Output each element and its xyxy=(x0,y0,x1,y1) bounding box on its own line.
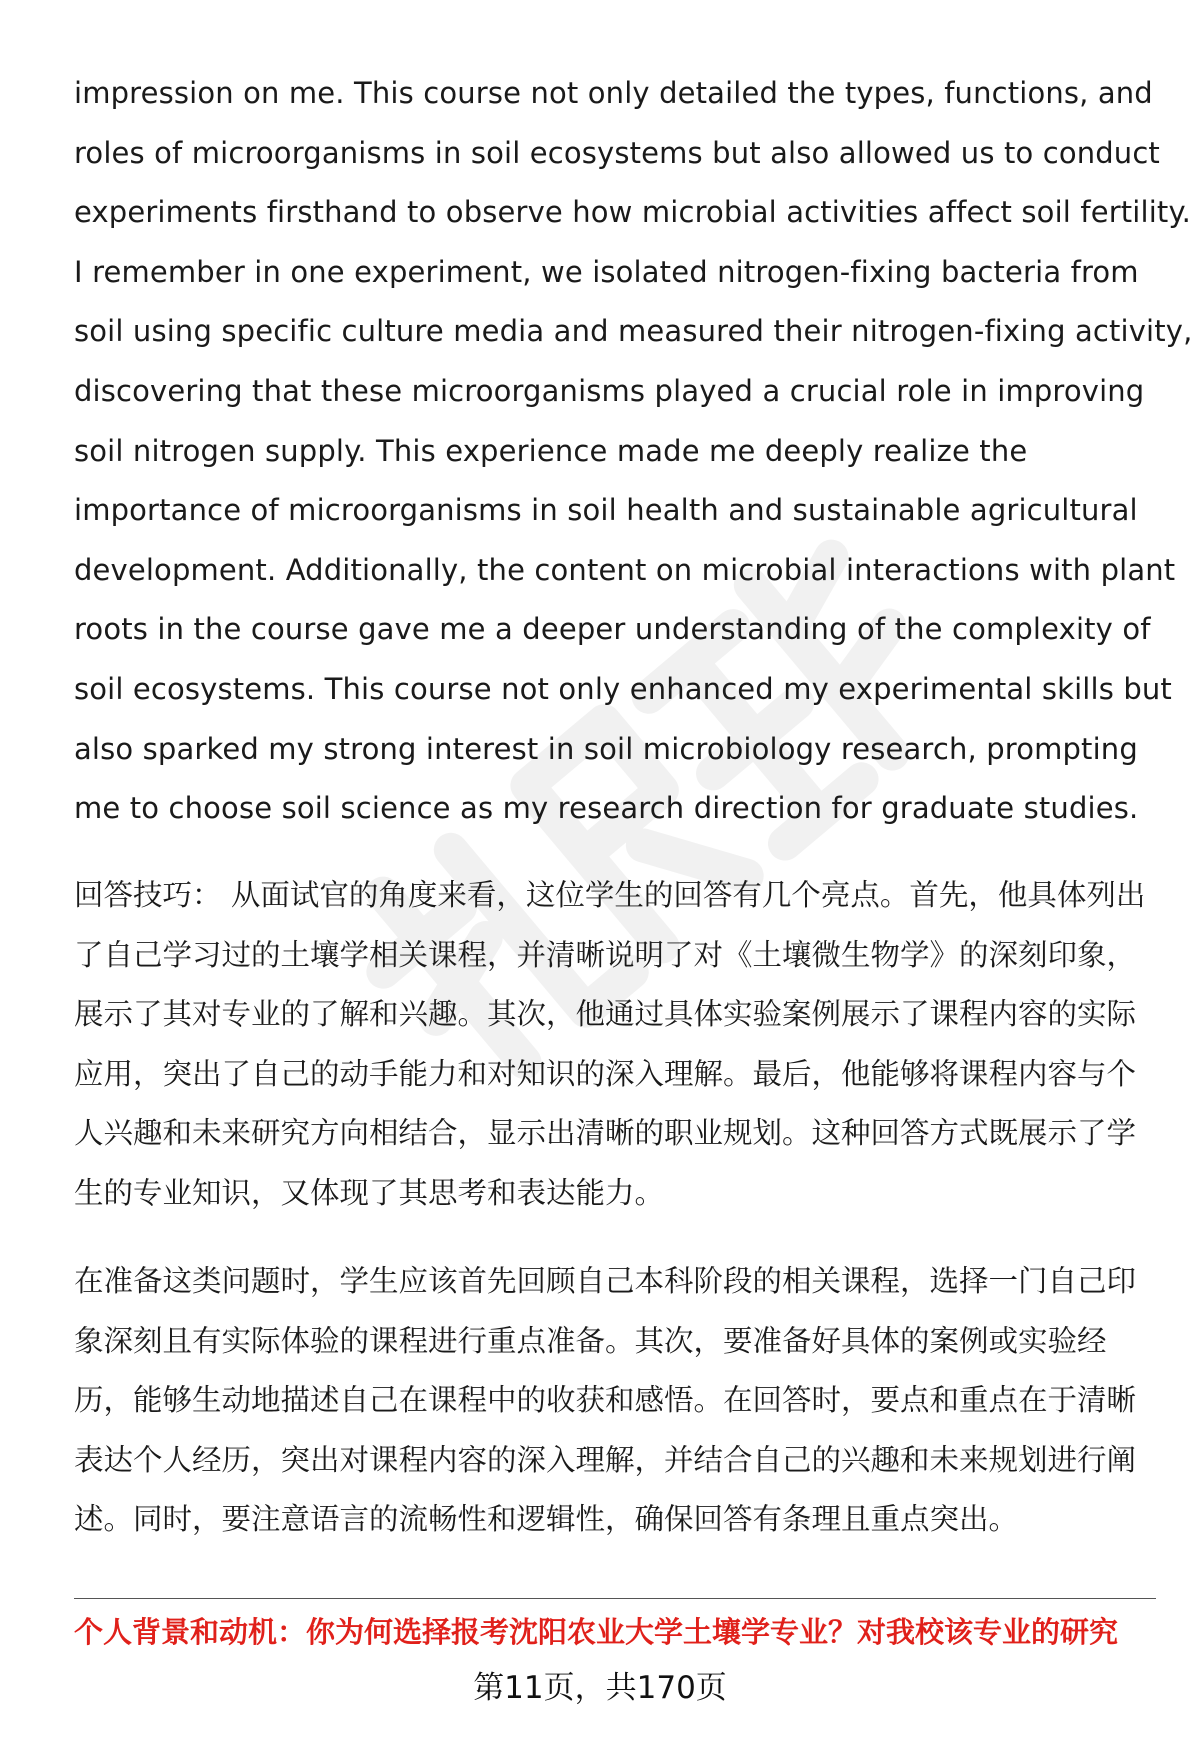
paragraph-line: 象深刻且有实际体验的课程进行重点准备。其次，要准备好具体的案例或实验经 xyxy=(74,1323,1107,1358)
paragraph-line: roots in the course gave me a deeper understanding of the complexity of xyxy=(74,612,1151,647)
paragraph-line: 了自己学习过的土壤学相关课程，并清晰说明了对《土壤微生物学》的深刻印象， xyxy=(74,937,1137,972)
paragraph-line: 生的专业知识，又体现了其思考和表达能力。 xyxy=(74,1175,665,1210)
paragraph-line: impression on me. This course not only detailed the types, functions, and xyxy=(74,76,1153,110)
paragraph-line: soil using specific culture media and measured their nitrogen-fixing activity, xyxy=(74,314,1193,349)
paragraph-line: experiments firsthand to observe how microbial activities affect soil fertility. xyxy=(74,195,1191,230)
paragraph-line: 在准备这类问题时，学生应该首先回顾自己本科阶段的相关课程，选择一门自己印 xyxy=(74,1264,1137,1298)
paragraph-line: roles of microorganisms in soil ecosystems but also allowed us to conduct xyxy=(74,135,1160,170)
paragraph-line: 回答技巧： 从面试官的角度来看，这位学生的回答有几个亮点。首先，他具体列出 xyxy=(74,878,1146,912)
paragraph-line: 展示了其对专业的了解和兴趣。其次，他通过具体实验案例展示了课程内容的实际 xyxy=(74,997,1137,1032)
paragraph-line: also sparked my strong interest in soil microbiology research, prompting xyxy=(74,731,1138,766)
paragraph-line: I remember in one experiment, we isolated nitrogen-fixing bacteria from xyxy=(74,254,1139,289)
page-number: 第11页，共170页 xyxy=(473,1670,727,1706)
paragraph-line: development. Additionally, the content on microbial interactions with plant xyxy=(74,552,1176,587)
paragraph-line: soil ecosystems. This course not only enhanced my experimental skills but xyxy=(74,671,1172,706)
paragraph-line: 表达个人经历，突出对课程内容的深入理解，并结合自己的兴趣和未来规划进行阐 xyxy=(74,1442,1137,1477)
paragraph-line: 述。同时，要注意语言的流畅性和逻辑性，确保回答有条理且重点突出。 xyxy=(74,1502,1019,1537)
paragraph-line: soil nitrogen supply. This experience made me deeply realize the xyxy=(74,433,1028,468)
paragraph-line: 应用，突出了自己的动手能力和对知识的深入理解。最后，他能够将课程内容与个 xyxy=(74,1056,1137,1091)
paragraph-line: me to choose soil science as my research direction for graduate studies. xyxy=(74,791,1139,826)
preparation-advice-paragraph xyxy=(74,1252,1154,1550)
english-answer-paragraph xyxy=(74,64,1193,839)
answer-tips-paragraph xyxy=(74,866,1154,1224)
paragraph-line: importance of microorganisms in soil health and sustainable agricultural xyxy=(74,493,1138,528)
paragraph-line: discovering that these microorganisms played a crucial role in improving xyxy=(74,373,1145,408)
next-question-heading: 个人背景和动机：你为何选择报考沈阳农业大学土壤学专业？对我校该专业的研究 xyxy=(74,1615,1119,1649)
paragraph-line: 历，能够生动地描述自己在课程中的收获和感悟。在回答时，要点和重点在于清晰 xyxy=(74,1383,1137,1418)
paragraph-line: 人兴趣和未来研究方向相结合，显示出清晰的职业规划。这种回答方式既展示了学 xyxy=(74,1116,1137,1151)
section-divider xyxy=(74,1598,1156,1599)
